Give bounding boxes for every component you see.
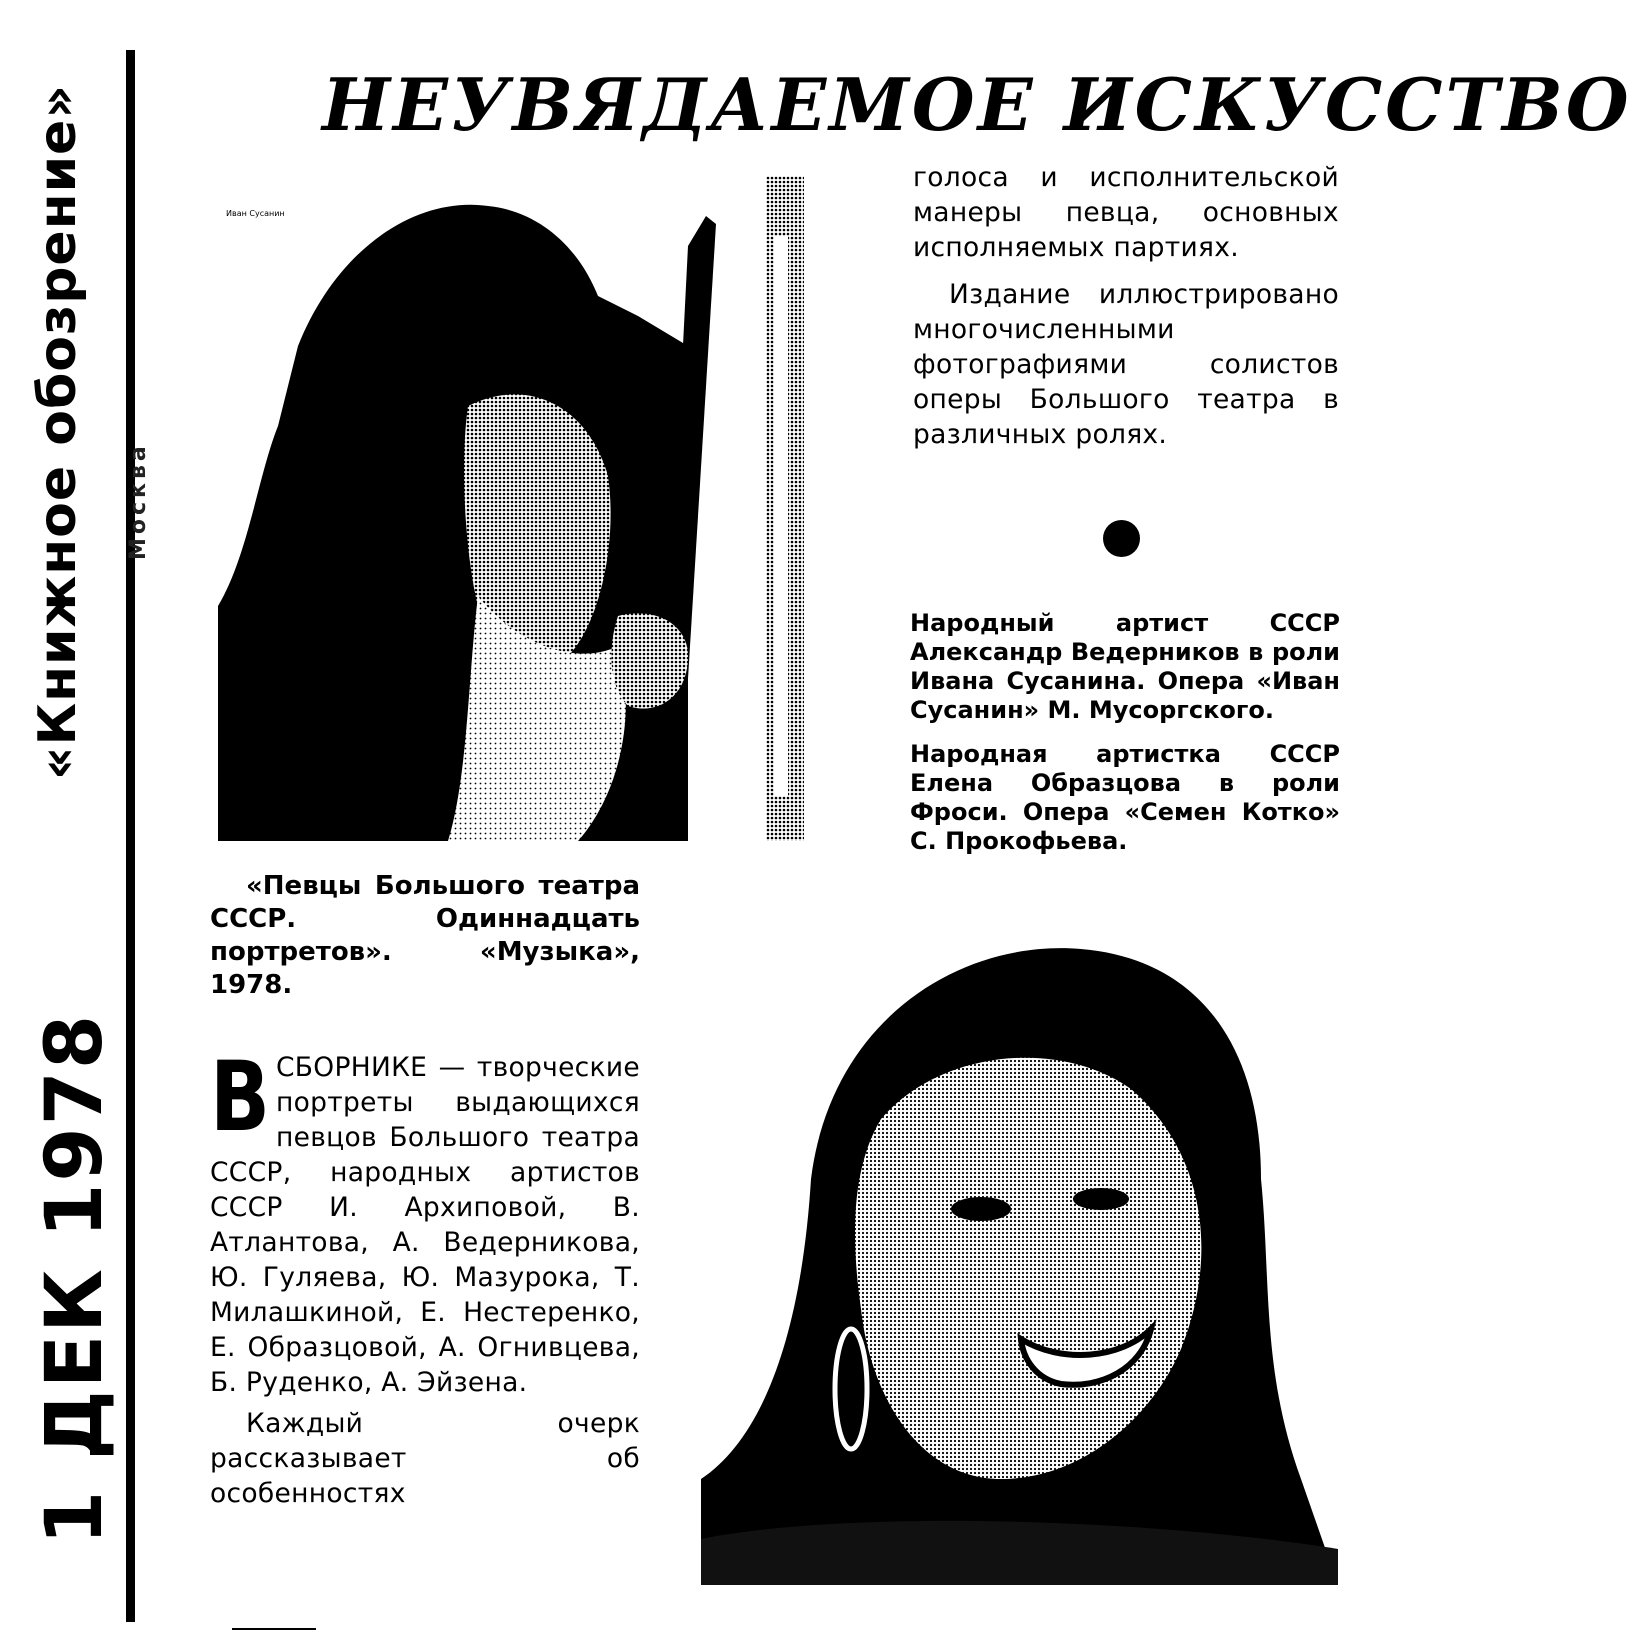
bullet-separator (1103, 520, 1140, 557)
body-main (210, 1041, 640, 1517)
body-paragraph-2-end: голоса и исполнительской манеры певца, основных исполняемых партиях. (913, 162, 1339, 263)
photo-captions (910, 609, 1340, 871)
end-rule (232, 1628, 316, 1630)
body-paragraph-2-start: Каждый очерк рассказывает об особенностях (210, 1408, 640, 1509)
book-title: «Певцы Большого театра СССР. Одиннадцать портретов». «Музыка», 1978. (210, 871, 640, 1000)
date-stamp: 1 ДЕК 1978 (30, 1012, 120, 1545)
caption-susanin: Народный артист СССР Александр Ведерников в роли Ивана Сусанина. Опера «Иван Сусанин» М. Мусоргского. (910, 609, 1340, 724)
body-continuation (913, 160, 1339, 464)
body-paragraph-1 (210, 1041, 640, 1400)
newspaper-stamp: «Книжное обозрение» (28, 84, 88, 780)
photo-susanin (218, 176, 804, 841)
caption-frosya: Народная артистка СССР Елена Образцова в роли Фроси. Опера «Семен Котко» С. Прокофьева. (910, 740, 1340, 855)
drop-cap: В (210, 1041, 271, 1153)
margin-rule (126, 50, 135, 1622)
headline: НЕУВЯДАЕМОЕ ИСКУССТВО (322, 62, 1632, 147)
body-paragraph-3: Издание иллюстрировано многочисленными фотографиями солистов оперы Большого театра в различных ролях. (913, 279, 1339, 450)
body-paragraph-1-text: СБОРНИКЕ — творческие портреты выдающихся певцов Большого театра СССР, народных артистов СССР И. Архиповой, В. Атлантова, А. Ведерникова, Ю. Гуляева, Ю. Мазурока, Т. Милашкиной, Е. Нестеренко, Е. Образцовой, А. Огнивцева, Б. Руденко, А. Эйзена. (210, 1052, 640, 1398)
city-stamp: Москва (126, 442, 151, 560)
svg-text:Иван Сусанин: Иван Сусанин (226, 209, 285, 218)
photo-frosya (701, 919, 1338, 1585)
